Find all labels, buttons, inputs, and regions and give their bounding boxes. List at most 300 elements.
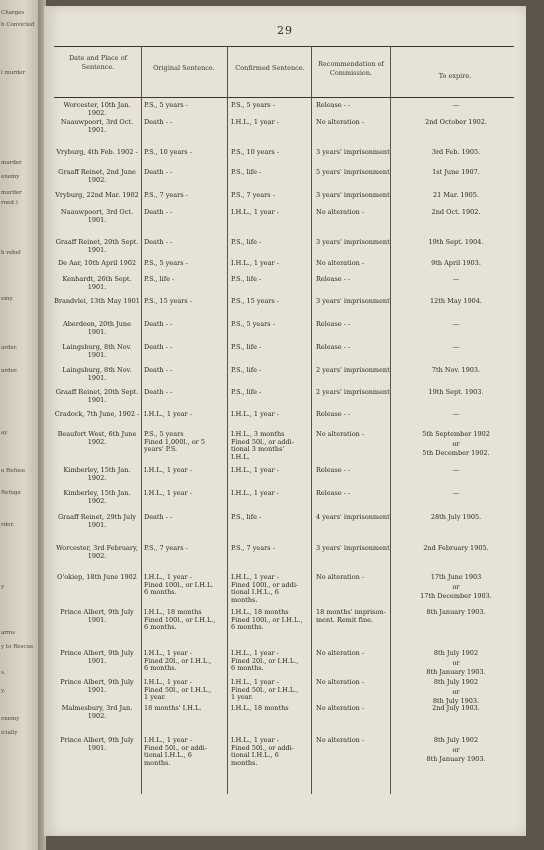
row-to-expire <box>394 737 518 766</box>
row-recommendation <box>316 545 392 553</box>
cell-line: 2nd October 1902. <box>425 118 487 126</box>
cell-line: tional I.H.L., 6 <box>144 751 192 759</box>
header-rule-top <box>54 46 514 47</box>
row-date-place <box>54 119 140 134</box>
row-confirmed-sentence <box>231 192 313 200</box>
cell-line: 6 months. <box>144 588 177 596</box>
cell-line: 1901. <box>87 327 107 336</box>
row-confirmed-sentence <box>231 119 313 127</box>
cell-line: Release - - <box>316 101 351 109</box>
cell-line: — <box>452 101 460 109</box>
cell-line: 1st June 1907. <box>432 168 480 176</box>
cell-line: I.H.L. <box>231 452 250 461</box>
cell-line: 8th January 1903. <box>426 755 486 763</box>
cell-line: 6 months. <box>231 623 264 631</box>
cell-line: 9th April 1903. <box>431 259 481 267</box>
cell-line: Fined 50l., or I.H.L., <box>231 685 299 694</box>
row-recommendation <box>316 209 392 217</box>
row-confirmed-sentence <box>231 737 313 767</box>
row-date-place <box>54 705 140 720</box>
row-recommendation <box>316 119 392 127</box>
cell-line: Beaufort West, 6th June <box>57 430 137 438</box>
row-date-place <box>54 344 140 359</box>
row-date-place <box>54 367 140 382</box>
row-recommendation <box>316 737 392 745</box>
cell-line: I.H.L., 1 year - <box>231 259 279 267</box>
row-original-sentence <box>144 545 224 553</box>
cell-line: P.S., 5 years - <box>231 320 275 328</box>
cell-line: Graaff Reinet, 2nd June <box>58 168 136 176</box>
row-confirmed-sentence <box>231 545 313 553</box>
document-page <box>44 6 526 836</box>
row-recommendation <box>316 411 392 419</box>
facing-page-fragment: y to Rescue <box>1 644 34 650</box>
row-date-place <box>54 260 140 268</box>
row-original-sentence <box>144 431 224 454</box>
cell-line: 1901. <box>87 350 107 359</box>
cell-line: Fined 20l., or I.H.L., <box>231 656 299 665</box>
row-recommendation <box>316 298 392 306</box>
cell-line: Fined 100l., or addi- <box>231 580 299 589</box>
cell-line: 2nd February 1905. <box>423 544 489 552</box>
row-original-sentence <box>144 119 224 127</box>
cell-line: Fined 100l., or I.H.L., <box>231 615 303 624</box>
cell-line: No alteration - <box>316 649 365 657</box>
cell-line: months. <box>144 758 171 767</box>
facing-page-fragment: murder <box>1 190 22 196</box>
cell-line: Fined 1,000l., or 5 <box>144 437 205 446</box>
cell-line: — <box>452 320 460 328</box>
cell-line: P.S., life - <box>231 388 262 396</box>
cell-line: I.H.L., 1 year - <box>231 118 279 126</box>
facing-page-fragment: arder. <box>1 345 18 351</box>
row-date-place <box>54 102 140 117</box>
cell-line: P.S., life - <box>231 343 262 351</box>
row-confirmed-sentence <box>231 298 313 306</box>
cell-line: P.S., 5 years - <box>144 101 188 109</box>
row-original-sentence <box>144 344 224 352</box>
cell-line: Death - - <box>144 320 173 328</box>
cell-line: 1901. <box>87 395 107 404</box>
row-date-place <box>54 149 140 157</box>
row-to-expire <box>394 119 518 127</box>
cell-line: 6 months. <box>144 623 177 631</box>
row-recommendation <box>316 514 392 522</box>
cell-line: 7th Nov. 1903. <box>431 366 481 374</box>
cell-line: Kenhardt, 26th Sept. <box>62 275 132 283</box>
row-recommendation <box>316 276 392 284</box>
cell-line: I.H.L., 1 year - <box>144 410 192 418</box>
header-to-expire: To expire. <box>438 72 472 80</box>
row-to-expire <box>394 514 518 522</box>
row-date-place <box>54 490 140 505</box>
cell-line: ment. Remit fine. <box>316 615 374 624</box>
cell-line: Release - - <box>316 275 351 283</box>
row-confirmed-sentence <box>231 260 313 268</box>
cell-line: 8th July 1902 <box>433 678 479 686</box>
row-date-place <box>54 514 140 529</box>
row-to-expire <box>394 705 518 713</box>
cell-line: 6 months. <box>231 664 264 672</box>
row-recommendation <box>316 574 392 582</box>
cell-line: or <box>452 582 460 591</box>
row-confirmed-sentence <box>231 149 313 157</box>
row-confirmed-sentence <box>231 411 313 419</box>
row-confirmed-sentence <box>231 389 313 397</box>
cell-line: No alteration - <box>316 118 365 126</box>
cell-line: 1902. <box>87 711 107 720</box>
row-original-sentence <box>144 389 224 397</box>
row-to-expire <box>394 209 518 217</box>
row-date-place <box>54 650 140 665</box>
cell-line: 1902. <box>87 473 107 482</box>
cell-line: P.S., 10 years - <box>144 148 192 156</box>
cell-line: Fined 20l., or I.H.L., <box>144 656 212 665</box>
cell-line: I.H.L., 18 months <box>231 704 289 712</box>
cell-line: I.H.L., 1 year - <box>144 736 192 744</box>
row-to-expire <box>394 490 518 498</box>
cell-line: Fined 100l., or I.H.L. <box>144 580 214 589</box>
facing-page-fragment: arms <box>1 630 15 636</box>
cell-line: 2 years' imprisonment <box>316 388 390 396</box>
cell-line: 1901. <box>87 520 107 529</box>
cell-line: Prince Albert, 9th July <box>60 608 134 616</box>
row-original-sentence <box>144 574 224 597</box>
row-recommendation <box>316 467 392 475</box>
cell-line: Worcester, 10th Jan. <box>63 101 131 109</box>
cell-line: Graaff Reinet, 20th Sept. <box>55 238 139 246</box>
cell-line: Graaff Reinet, 20th Sept. <box>55 388 139 396</box>
row-original-sentence <box>144 650 224 673</box>
row-recommendation <box>316 321 392 329</box>
cell-line: Death - - <box>144 168 173 176</box>
row-to-expire <box>394 650 518 679</box>
row-recommendation <box>316 192 392 200</box>
row-date-place <box>54 737 140 752</box>
cell-line: — <box>452 275 460 283</box>
row-confirmed-sentence <box>231 102 313 110</box>
row-confirmed-sentence <box>231 321 313 329</box>
facing-page-fragment: y. <box>1 688 6 694</box>
header-confirmed-sentence: Confirmed Sentence. <box>235 64 305 72</box>
cell-line: 3rd Feb. 1905. <box>431 148 481 156</box>
cell-line: tional 3 months' <box>231 445 285 453</box>
row-recommendation <box>316 389 392 397</box>
cell-line: 1 year. <box>144 693 167 701</box>
cell-line: Release - - <box>316 466 351 474</box>
cell-line: 4 years' imprisonment <box>316 513 390 521</box>
row-to-expire <box>394 367 518 375</box>
cell-line: I.H.L., 1 year - <box>231 678 279 686</box>
row-original-sentence <box>144 411 224 419</box>
cell-line: P.S., life - <box>144 275 175 283</box>
cell-line: — <box>452 489 460 497</box>
row-to-expire <box>394 260 518 268</box>
cell-line: Malmesbury, 3rd Jan. <box>61 704 133 712</box>
cell-line: Fined 100l., or I.H.L., <box>144 615 216 624</box>
column-divider <box>227 46 228 794</box>
facing-page-fragment: l murder <box>1 70 26 76</box>
row-recommendation <box>316 149 392 157</box>
header-rule-bottom <box>54 97 514 98</box>
row-confirmed-sentence <box>231 239 313 247</box>
cell-line: Death - - <box>144 118 173 126</box>
facing-page-fragment: emy. <box>1 296 14 302</box>
cell-line: Kimberley, 15th Jan. <box>63 466 131 474</box>
row-to-expire <box>394 102 518 110</box>
cell-line: No alteration - <box>316 736 365 744</box>
cell-line: P.S., 7 years - <box>144 191 188 199</box>
row-original-sentence <box>144 679 224 702</box>
row-recommendation <box>316 344 392 352</box>
cell-line: I.H.L., 1 year - <box>231 649 279 657</box>
cell-line: P.S., life - <box>231 513 262 521</box>
cell-line: Release - - <box>316 343 351 351</box>
cell-line: Worcester, 3rd February, <box>56 544 138 552</box>
row-confirmed-sentence <box>231 169 313 177</box>
cell-line: 2nd July 1903. <box>432 704 480 712</box>
row-to-expire <box>394 298 518 306</box>
facing-page <box>0 0 40 850</box>
row-original-sentence <box>144 192 224 200</box>
cell-line: P.S., 15 years - <box>144 297 192 305</box>
cell-line: 1901. <box>87 615 107 624</box>
row-to-expire <box>394 239 518 247</box>
cell-line: De Aar, 10th April 1902 <box>57 259 137 267</box>
row-date-place <box>54 209 140 224</box>
header-date-place: Date and Place of Sentence. <box>68 54 128 71</box>
cell-line: I.H.L., 18 months <box>231 608 289 616</box>
row-confirmed-sentence <box>231 490 313 498</box>
cell-line: or <box>452 658 460 667</box>
row-original-sentence <box>144 298 224 306</box>
cell-line: Naauwpoort, 3rd Oct. <box>60 118 134 126</box>
cell-line: No alteration - <box>316 430 365 438</box>
row-date-place <box>54 169 140 184</box>
row-date-place <box>54 431 140 446</box>
cell-line: 3 years' imprisonment <box>316 191 390 199</box>
cell-line: 17th June 1903 <box>430 573 482 581</box>
cell-line: 12th May 1904. <box>429 297 482 305</box>
cell-line: P.S., 7 years - <box>144 544 188 552</box>
row-recommendation <box>316 367 392 375</box>
cell-line: or <box>452 745 460 754</box>
cell-line: 5 years' imprisonment <box>316 168 390 176</box>
cell-line: — <box>452 466 460 474</box>
cell-line: 1901. <box>87 743 107 752</box>
cell-line: 1901. <box>87 685 107 694</box>
row-original-sentence <box>144 239 224 247</box>
cell-line: 19th Sept. 1904. <box>428 238 484 246</box>
facing-page-fragment: icially <box>1 730 18 736</box>
row-to-expire <box>394 467 518 475</box>
facing-page-fragment: enemy <box>1 174 20 180</box>
row-date-place <box>54 192 140 200</box>
header-original-sentence: Original Sentence. <box>153 64 215 72</box>
cell-line: Release - - <box>316 410 351 418</box>
row-original-sentence <box>144 467 224 475</box>
cell-line: 3 years' imprisonment <box>316 238 390 246</box>
facing-page-fragment: murder <box>1 160 22 166</box>
cell-line: Aberdeen, 20th June <box>63 320 131 328</box>
row-original-sentence <box>144 367 224 375</box>
cell-line: Kimberley, 15th Jan. <box>63 489 131 497</box>
facing-page-fragment: o Refuse <box>1 468 26 474</box>
row-to-expire <box>394 609 518 617</box>
row-original-sentence <box>144 705 224 713</box>
cell-line: tional I.H.L., 6 <box>231 751 279 759</box>
row-recommendation <box>316 705 392 713</box>
row-date-place <box>54 239 140 254</box>
row-recommendation <box>316 431 392 439</box>
cell-line: or <box>452 687 460 696</box>
row-original-sentence <box>144 260 224 268</box>
cell-line: P.S., life - <box>231 238 262 246</box>
cell-line: — <box>452 410 460 418</box>
cell-line: P.S., 7 years - <box>231 191 275 199</box>
cell-line: No alteration - <box>316 259 365 267</box>
cell-line: P.S., life - <box>231 275 262 283</box>
cell-line: I.H.L., 1 year - <box>144 573 192 581</box>
row-date-place <box>54 298 140 306</box>
cell-line: I.H.L., 1 year - <box>144 649 192 657</box>
row-original-sentence <box>144 490 224 498</box>
cell-line: I.H.L., 1 year - <box>231 736 279 744</box>
cell-line: 28th July 1905. <box>430 513 482 521</box>
row-original-sentence <box>144 514 224 522</box>
row-date-place <box>54 276 140 291</box>
cell-line: 21 Mar. 1905. <box>432 191 479 199</box>
cell-line: Death - - <box>144 513 173 521</box>
row-date-place <box>54 411 140 419</box>
row-date-place <box>54 574 140 582</box>
row-recommendation <box>316 490 392 498</box>
cell-line: Laingsburg, 8th Nov. <box>62 366 132 374</box>
cell-line: I.H.L., 1 year - <box>231 466 279 474</box>
row-confirmed-sentence <box>231 467 313 475</box>
row-to-expire <box>394 321 518 329</box>
row-confirmed-sentence <box>231 650 313 673</box>
row-recommendation <box>316 650 392 658</box>
cell-line: 5th September 1902 <box>422 430 490 438</box>
row-original-sentence <box>144 321 224 329</box>
cell-line: months. <box>231 595 258 604</box>
facing-page-fragment: urder. <box>1 368 18 374</box>
cell-line: — <box>452 343 460 351</box>
cell-line: Fined 50l., or addi- <box>231 743 294 752</box>
cell-line: 5th December 1902. <box>422 449 490 457</box>
cell-line: Release - - <box>316 489 351 497</box>
row-to-expire <box>394 276 518 284</box>
row-date-place <box>54 545 140 560</box>
cell-line: 1902. <box>87 175 107 184</box>
row-original-sentence <box>144 609 224 632</box>
facing-page-fragment: h rebel <box>1 250 21 256</box>
cell-line: 1902. <box>87 496 107 505</box>
facing-page-fragment: s. <box>1 670 6 676</box>
cell-line: 18 months' I.H.L. <box>144 704 202 712</box>
row-to-expire <box>394 545 518 553</box>
cell-line: Prince Albert, 9th July <box>60 678 134 686</box>
cell-line: 8th January 1903. <box>426 608 486 616</box>
cell-line: P.S., 10 years - <box>231 148 279 156</box>
cell-line: P.S., 7 years - <box>231 544 275 552</box>
cell-line: P.S., life - <box>231 366 262 374</box>
cell-line: tional I.H.L., 6 <box>231 588 279 596</box>
cell-line: Death - - <box>144 208 173 216</box>
cell-line: 1901. <box>87 282 107 291</box>
cell-line: 1901. <box>87 215 107 224</box>
cell-line: P.S., 5 years - <box>144 259 188 267</box>
cell-line: P.S., 5 years <box>144 430 184 438</box>
cell-line: I.H.L., 1 year - <box>231 410 279 418</box>
cell-line: P.S., 15 years - <box>231 297 279 305</box>
page-number: 29 <box>277 24 293 37</box>
cell-line: Death - - <box>144 388 173 396</box>
cell-line: Fined 50l., or addi- <box>144 743 207 752</box>
row-recommendation <box>316 169 392 177</box>
cell-line: Prince Albert, 9th July <box>60 649 134 657</box>
row-confirmed-sentence <box>231 209 313 217</box>
row-original-sentence <box>144 102 224 110</box>
row-recommendation <box>316 260 392 268</box>
row-confirmed-sentence <box>231 574 313 604</box>
row-to-expire <box>394 192 518 200</box>
row-to-expire <box>394 574 518 603</box>
facing-page-fragment: enemy <box>1 716 20 722</box>
row-original-sentence <box>144 169 224 177</box>
row-confirmed-sentence <box>231 514 313 522</box>
cell-line: P.S., life - <box>231 168 262 176</box>
row-to-expire <box>394 411 518 419</box>
cell-line: 1902. <box>87 437 107 446</box>
row-recommendation <box>316 239 392 247</box>
cell-line: Fined 50l., or I.H.L., <box>144 685 212 694</box>
facing-page-fragment: rder. <box>1 522 15 528</box>
cell-line: 6 months. <box>144 664 177 672</box>
cell-line: years' P.S. <box>144 445 178 453</box>
cell-line: I.H.L., 1 year - <box>231 489 279 497</box>
cell-line: I.H.L., 1 year - <box>231 208 279 216</box>
cell-line: 1901. <box>87 373 107 382</box>
cell-line: months. <box>231 758 258 767</box>
cell-line: 1901. <box>87 125 107 134</box>
row-date-place <box>54 389 140 404</box>
cell-line: Death - - <box>144 343 173 351</box>
row-date-place <box>54 679 140 694</box>
row-original-sentence <box>144 737 224 767</box>
cell-line: Laingsburg, 8th Nov. <box>62 343 132 351</box>
row-original-sentence <box>144 149 224 157</box>
row-date-place <box>54 321 140 336</box>
row-original-sentence <box>144 276 224 284</box>
cell-line: 8th July 1902 <box>433 649 479 657</box>
cell-line: Graaff Reinet, 29th July <box>57 513 136 521</box>
cell-line: Vryburg, 4th Feb. 1902 - <box>56 148 138 156</box>
row-to-expire <box>394 431 518 460</box>
header-recommendation: Recommendation of Commission. <box>318 60 384 77</box>
cell-line: Release - - <box>316 320 351 328</box>
cell-line: 2 years' imprisonment <box>316 366 390 374</box>
cell-line: 3 years' imprisonment <box>316 544 390 552</box>
cell-line: No alteration - <box>316 208 365 216</box>
row-confirmed-sentence <box>231 431 313 461</box>
row-confirmed-sentence <box>231 367 313 375</box>
cell-line: 1 year. <box>231 693 254 701</box>
row-recommendation <box>316 102 392 110</box>
row-confirmed-sentence <box>231 609 313 632</box>
row-recommendation <box>316 609 392 624</box>
